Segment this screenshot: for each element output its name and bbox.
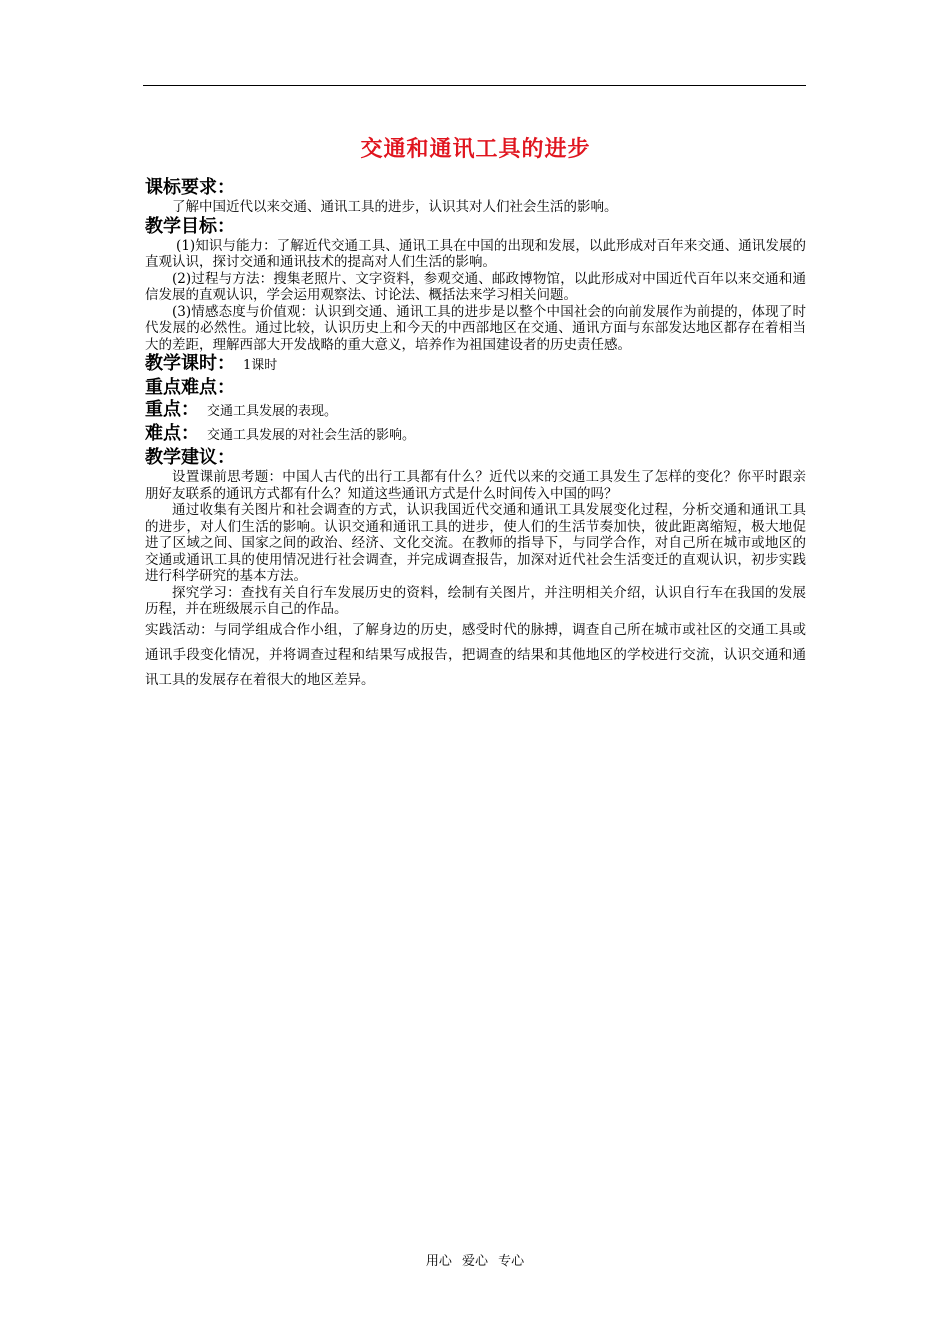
objective-process: (2)过程与方法：搜集老照片、文字资料，参观交通、邮政博物馆，以此形成对中国近代百年以来交通和通信发展的直观认识，学会运用观察法、讨论法、概括法来学习相关问题。 [145, 270, 806, 303]
page-footer: 用心 爱心 专心 [425, 1254, 525, 1269]
document-title: 交通和通讯工具的进步 [360, 137, 591, 162]
suggestion-survey: 通过收集有关图片和社会调查的方式，认识我国近代交通和通讯工具发展变化过程，分析交通和通讯工具的进步，对人们生活的影响。认识交通和通讯工具的进步，使人们的生活节奏加快，彼此距离缩短，极大地促进了区域之间、国家之间的政治、经济、文化交流。在教师的指导下，与同学合作，对自己所在城市或地区的交通或通讯工具的使用情况进行社会调查，并完成调查报告，加深对近代社会生活变迁的直观认识，初步实践进行科学研究的基本方法。 [145, 502, 806, 584]
objectives-heading: 教学目标： [145, 215, 235, 237]
suggestions-heading: 教学建议： [145, 447, 235, 468]
difficult-point [145, 423, 806, 447]
curriculum-text: 了解中国近代以来交通、通讯工具的进步，认识其对人们社会生活的影响。 [172, 199, 618, 215]
objective-values: (3)情感态度与价值观：认识到交通、通讯工具的进步是以整个中国社会的向前发展作为前提的，体现了时代发展的必然性。通过比较，认识历史上和今天的中西部地区在交通、通讯方面与东部发达地区都存在着相当大的差距，理解西部大开发战略的重大意义，培养作为祖国建设者的历史责任感。 [145, 303, 806, 353]
header-rule [143, 85, 806, 86]
document-body [145, 132, 806, 693]
hours-label: 教学课时： [145, 353, 235, 374]
key-label: 重点： [145, 399, 199, 420]
difficult-label: 难点： [145, 423, 199, 444]
key-point [145, 399, 806, 423]
difficult-text: 交通工具发展的对社会生活的影响。 [207, 428, 416, 443]
curriculum-heading: 课标要求： [145, 177, 235, 198]
objective-knowledge: (1)知识与能力：了解近代交通工具、通讯工具在中国的出现和发展，以此形成对百年来交通、通讯发展的直观认识，探讨交通和通讯技术的提高对人们生活的影响。 [145, 237, 806, 270]
key-difficult-heading: 重点难点： [145, 377, 235, 398]
suggestion-thinking-questions: 设置课前思考题：中国人古代的出行工具都有什么？近代以来的交通工具发生了怎样的变化？你平时跟亲朋好友联系的通讯方式都有什么？知道这些通讯方式是什么时间传入中国的吗？ [145, 469, 806, 502]
hours-value: 1课时 [243, 358, 278, 373]
practice-activity: 实践活动：与同学组成合作小组，了解身边的历史，感受时代的脉搏，调查自己所在城市或社区的交通工具或通讯手段变化情况，并将调查过程和结果写成报告，把调查的结果和其他地区的学校进行交流，认识交通和通讯工具的发展存在着很大的地区差异。 [145, 621, 806, 688]
suggestion-inquiry: 探究学习：查找有关自行车发展历史的资料，绘制有关图片，并注明相关介绍，认识自行车在我国的发展历程，并在班级展示自己的作品。 [145, 584, 806, 617]
key-text: 交通工具发展的表现。 [207, 404, 338, 419]
hours-heading [145, 353, 806, 377]
